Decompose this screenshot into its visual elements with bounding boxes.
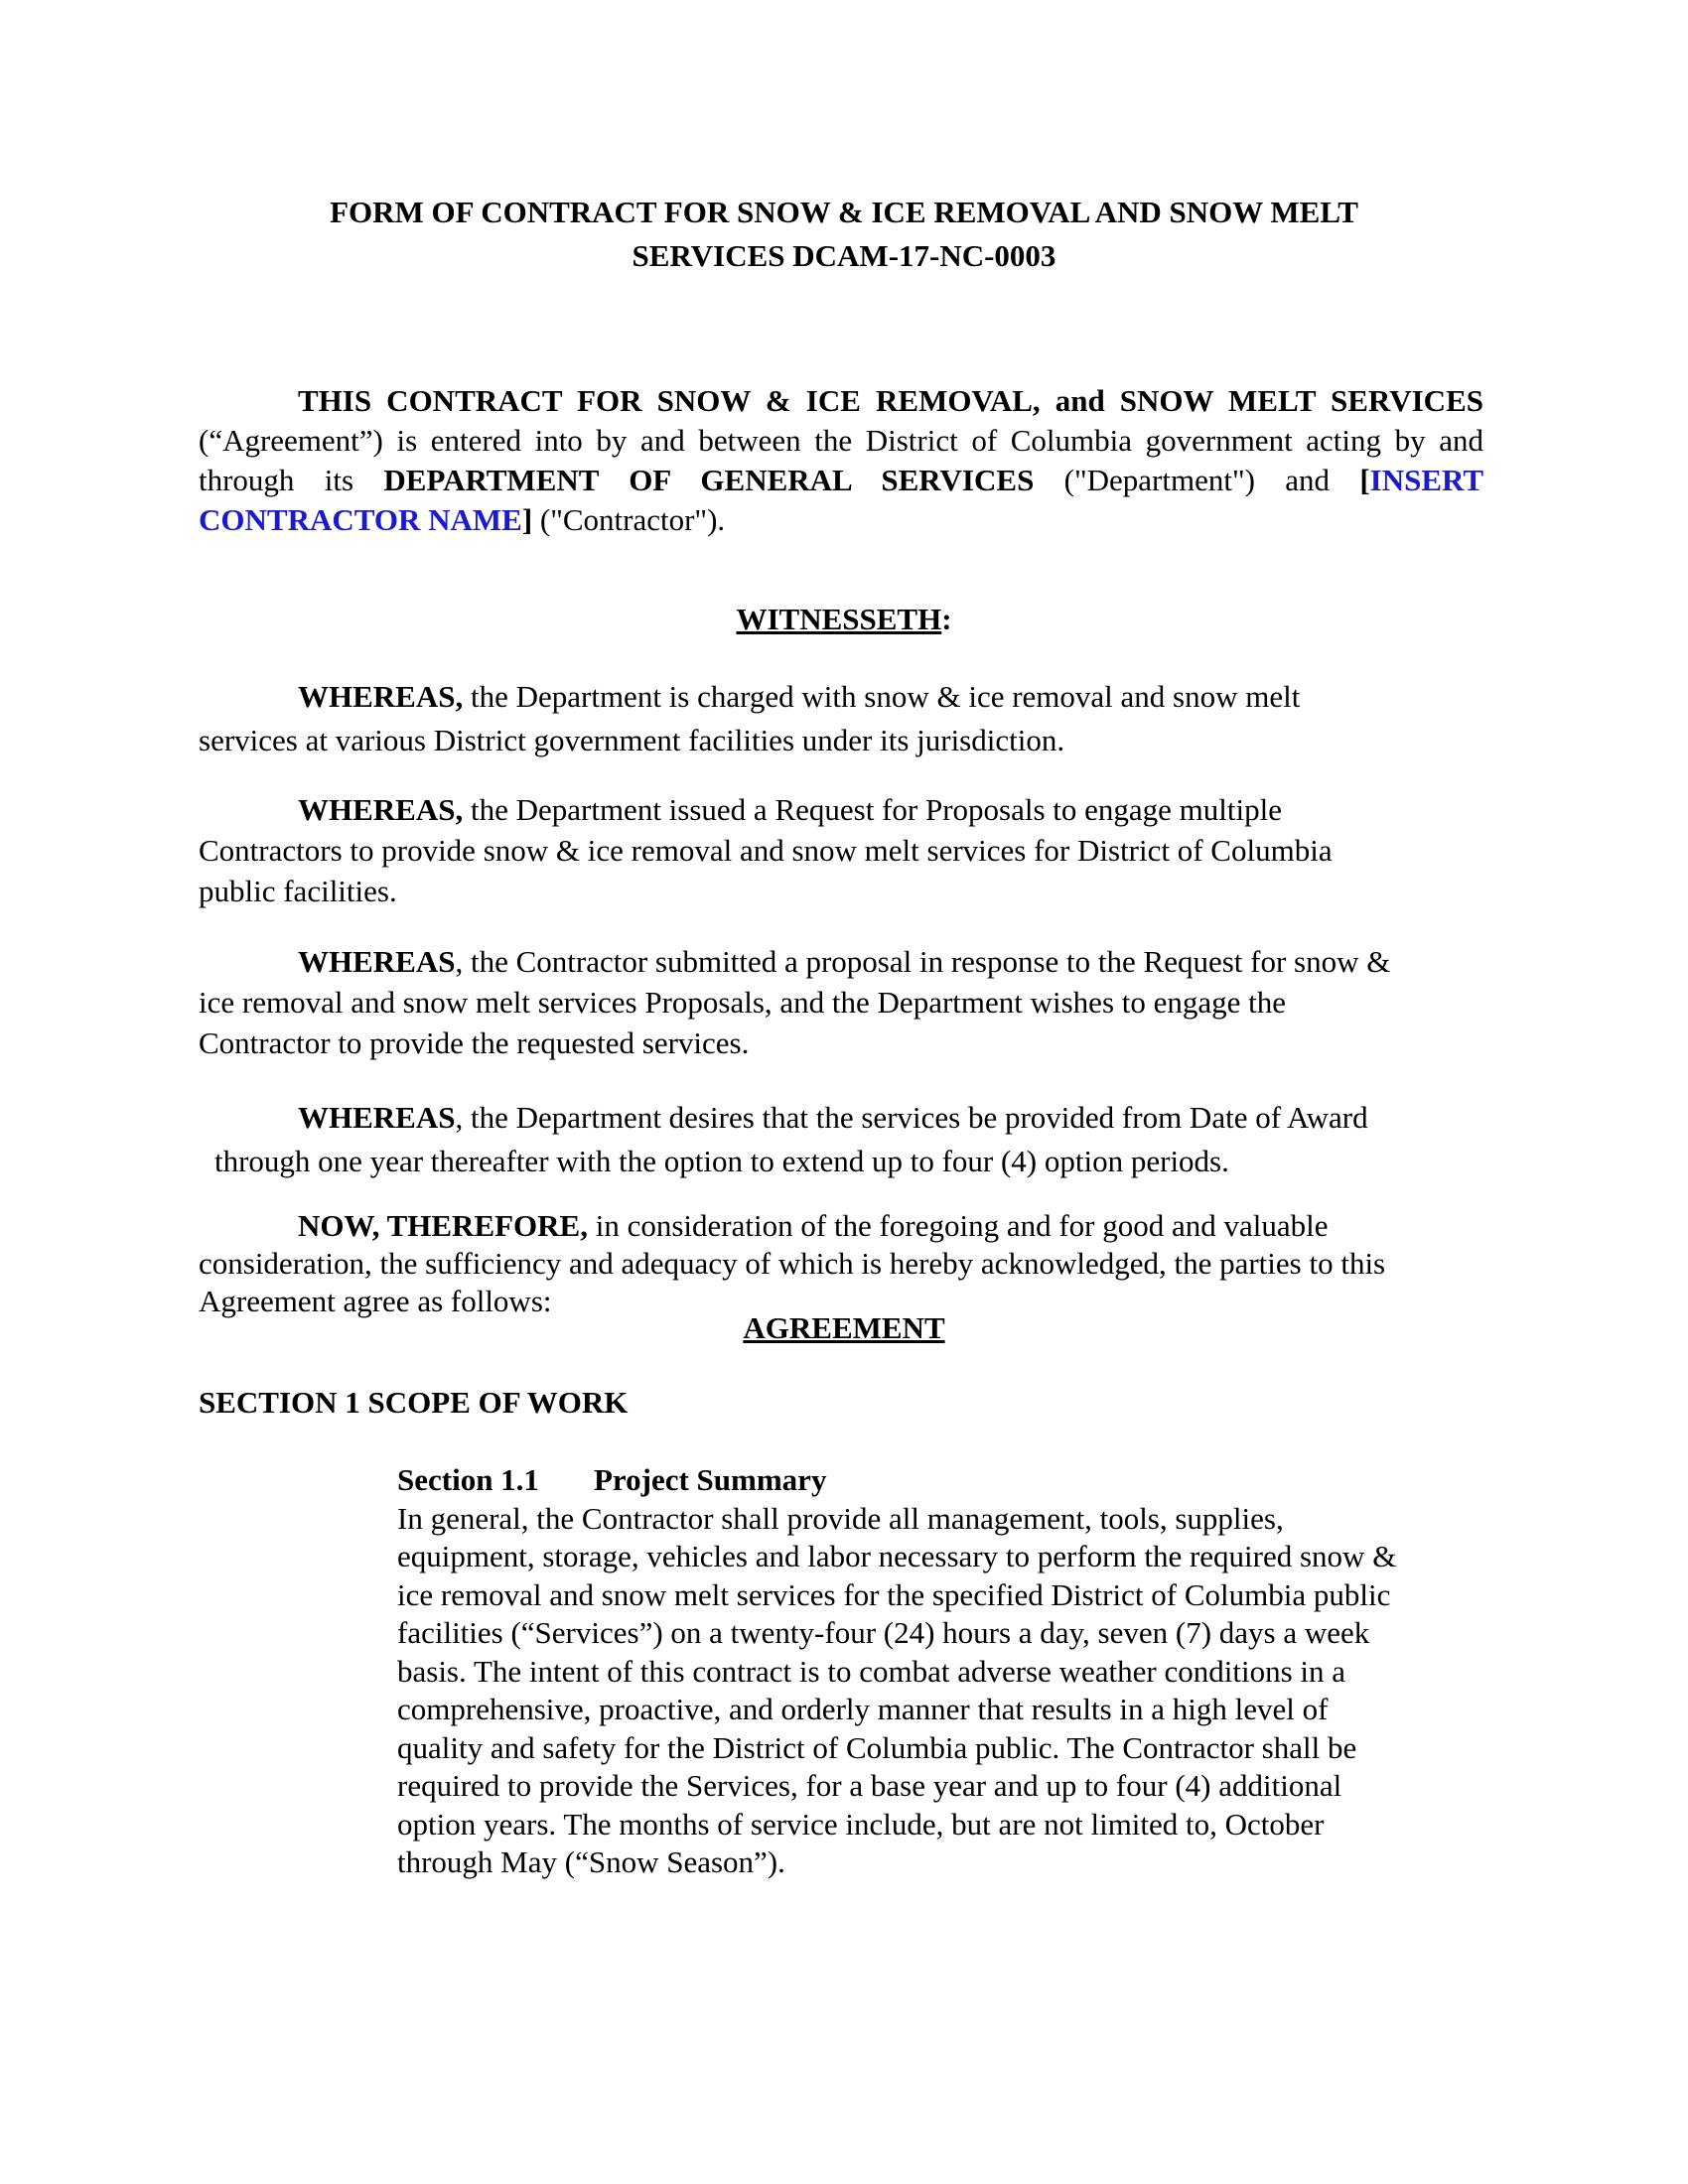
whereas-text-line: Contractors to provide snow & ice removal and snow melt services for District of Columbia: [199, 833, 1333, 868]
whereas-text-line: ice removal and snow melt services Proposals, and the Department wishes to engage the: [199, 985, 1287, 1020]
section-1-1-line: comprehensive, proactive, and orderly manner that results in a high level of: [397, 1692, 1329, 1726]
whereas-paragraph-1: [199, 675, 1489, 762]
witnesseth-heading: [0, 602, 1688, 637]
bracket-open: [: [1359, 463, 1370, 497]
section-1-1-line: quality and safety for the District of Columbia public. The Contractor shall be: [397, 1729, 1357, 1765]
title-line-2: SERVICES DCAM-17-NC-0003: [632, 238, 1056, 273]
whereas-lead: WHEREAS: [298, 1100, 456, 1135]
whereas-paragraph-2: [199, 789, 1489, 911]
whereas-lead: WHEREAS,: [298, 792, 464, 827]
now-therefore-text: in consideration of the foregoing and for good and valuable: [588, 1208, 1329, 1243]
agreement-heading: AGREEMENT: [743, 1310, 945, 1345]
section-1-1-title: Project Summary: [594, 1462, 827, 1497]
intro-text-3: ("Contractor").: [532, 502, 726, 537]
section-1-heading: SECTION 1 SCOPE OF WORK: [199, 1385, 629, 1420]
intro-text-2: ("Department") and: [1034, 463, 1360, 497]
now-therefore-lead: NOW, THEREFORE,: [298, 1208, 588, 1243]
bracket-close: ]: [521, 502, 533, 537]
title-line-1: FORM OF CONTRACT FOR SNOW & ICE REMOVAL AND SNOW MELT: [330, 195, 1358, 229]
whereas-text: , the Contractor submitted a proposal in response to the Request for snow &: [455, 944, 1391, 979]
whereas-text-line: through one year thereafter with the option to extend up to four (4) option periods.: [214, 1144, 1229, 1178]
section-1-1-line: facilities (“Services”) on a twenty-four (24) hours a day, seven (7) days a week: [397, 1615, 1370, 1650]
whereas-text-line: public facilities.: [199, 874, 397, 908]
section-1-1-line: basis. The intent of this contract is to combat adverse weather conditions in a: [397, 1653, 1346, 1689]
now-therefore-text-line: Agreement agree as follows:: [199, 1284, 552, 1318]
whereas-text-line: Contractor to provide the requested services.: [199, 1025, 750, 1060]
whereas-paragraph-3: [199, 941, 1489, 1063]
witnesseth-label: WITNESSETH: [736, 602, 942, 636]
section-1-1: [397, 1461, 1489, 1882]
intro-text-1: (“Agreement”) is entered into by and between the District of Columbia government acting by and through its: [199, 423, 1483, 497]
whereas-paragraph-4: [199, 1096, 1489, 1183]
whereas-text: the Department issued a Request for Proposals to engage multiple: [463, 792, 1282, 827]
now-therefore-text-line: consideration, the sufficiency and adequacy of which is hereby acknowledged, the parties to this: [199, 1246, 1386, 1281]
whereas-lead: WHEREAS,: [298, 679, 464, 714]
section-1-1-line: ice removal and snow melt services for the specified District of Columbia public: [397, 1576, 1391, 1612]
section-1-1-line: option years. The months of service include, but are not limited to, October: [397, 1806, 1325, 1842]
section-1-1-line: through May (“Snow Season”).: [397, 1844, 785, 1879]
section-1-1-line: equipment, storage, vehicles and labor necessary to perform the required snow &: [397, 1539, 1397, 1573]
whereas-text-line: services at various District government facilities under its jurisdiction.: [199, 723, 1065, 757]
intro-bold-department: DEPARTMENT OF GENERAL SERVICES: [383, 463, 1035, 497]
now-therefore-paragraph: [199, 1207, 1489, 1320]
witnesseth-colon: :: [941, 602, 952, 636]
section-1-1-number: Section 1.1: [397, 1462, 539, 1497]
intro-paragraph: [199, 381, 1483, 540]
whereas-text: , the Department desires that the services be provided from Date of Award: [455, 1100, 1368, 1135]
document-title: [0, 191, 1688, 278]
whereas-lead: WHEREAS: [298, 944, 456, 979]
whereas-text: the Department is charged with snow & ice removal and snow melt: [463, 679, 1301, 714]
intro-bold-contract: THIS CONTRACT FOR SNOW & ICE REMOVAL, and SNOW MELT SERVICES: [298, 383, 1483, 418]
section-1-1-line: In general, the Contractor shall provide all management, tools, supplies,: [397, 1500, 1284, 1536]
contractor-name-placeholder: INSERT CONTRACTOR NAME: [199, 463, 1483, 537]
section-1-1-line: required to provide the Services, for a base year and up to four (4) additional: [397, 1768, 1342, 1803]
